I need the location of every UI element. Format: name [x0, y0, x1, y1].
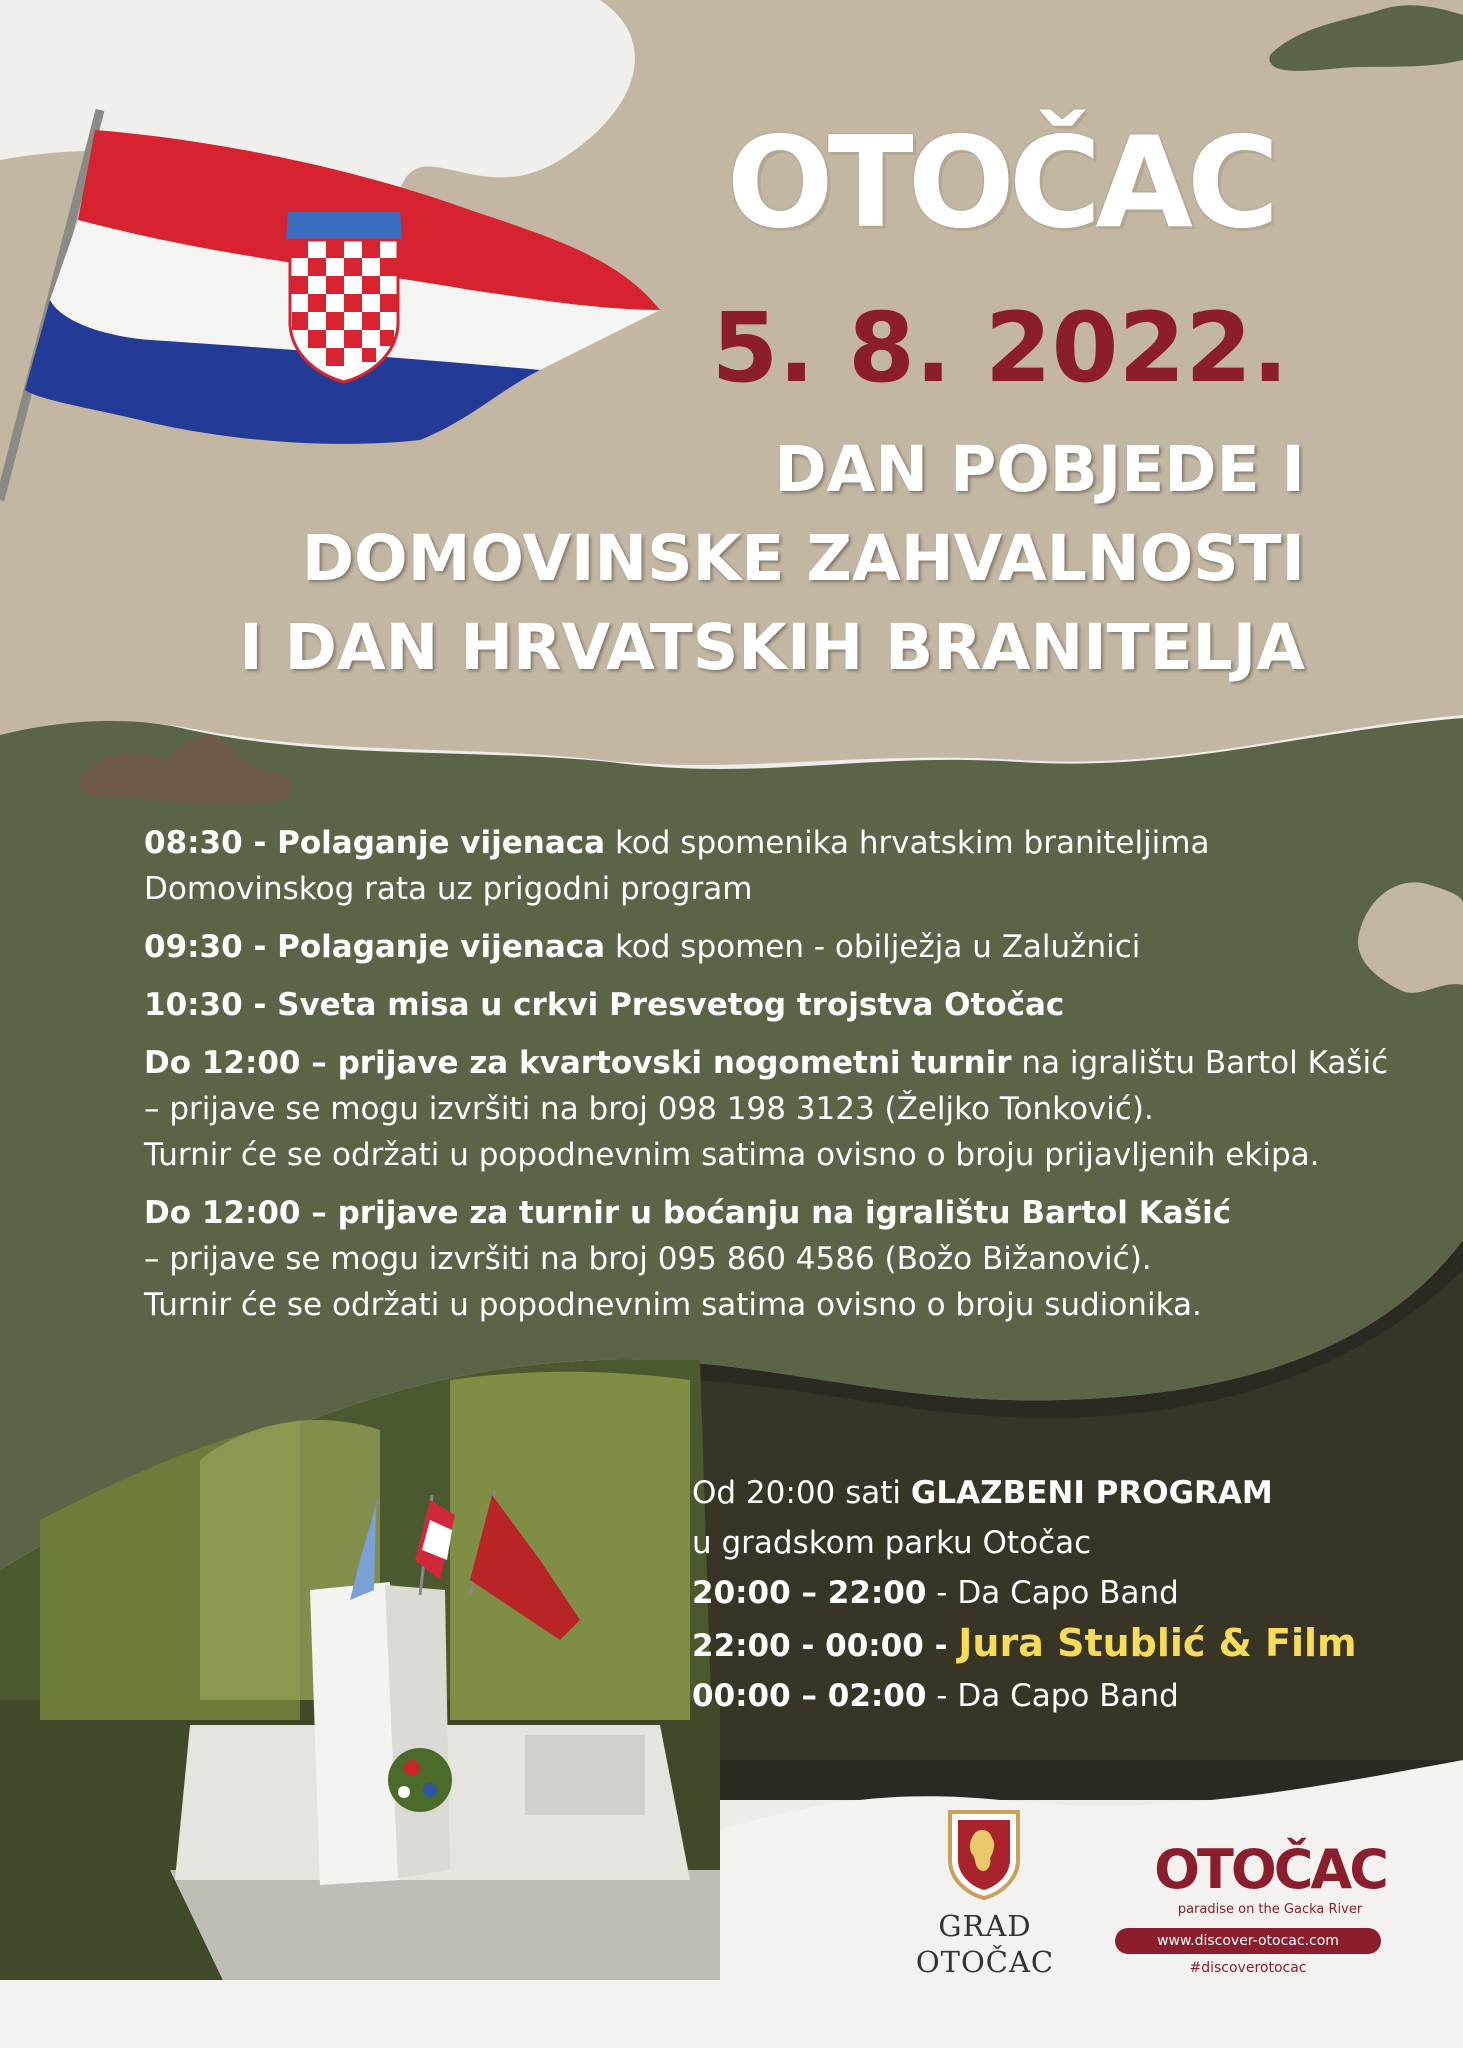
- music-slot-time: 22:00 - 00:00: [692, 1628, 924, 1664]
- schedule-item-text: kod spomenika hrvatskim braniteljima: [605, 825, 1210, 861]
- schedule-item-text: kod spomen - obilježja u Zalužnici: [605, 929, 1141, 965]
- music-slot: 20:00 – 22:00 - Da Capo Band: [692, 1575, 1179, 1611]
- grad-otocac-crest-icon: [920, 1808, 1048, 1900]
- music-slot-act: Da Capo Band: [957, 1678, 1179, 1714]
- schedule-item-continuation: – prijave se mogu izvršiti na broj 095 860 4586 (Božo Bižanović).: [144, 1241, 1152, 1277]
- music-slot-act: Da Capo Band: [957, 1575, 1179, 1611]
- event-date: 5. 8. 2022.: [711, 292, 1289, 404]
- schedule-item-title: 08:30 - Polaganje vijenaca: [144, 825, 606, 861]
- logo-tagline: paradise on the Gacka River: [1177, 1902, 1363, 1917]
- music-slot-time: 20:00 – 22:00: [692, 1575, 927, 1611]
- schedule-item: [144, 820, 1394, 912]
- hashtag: #discoverotocac: [1189, 1960, 1307, 1976]
- coat-of-arms-icon: [286, 212, 402, 382]
- schedule-item-title: Do 12:00 – prijave za turnir u boćanju na igralištu Bartol Kašić: [144, 1195, 1232, 1231]
- schedule-item: [144, 982, 1394, 1028]
- schedule-item: [144, 1040, 1394, 1178]
- music-slot-headliner: 22:00 - 00:00 - Jura Stublić & Film: [692, 1621, 1357, 1665]
- music-intro-prefix: Od 20:00 sati: [692, 1475, 911, 1511]
- headline-line: DAN POBJEDE I: [774, 433, 1305, 506]
- schedule-item: [144, 924, 1394, 970]
- schedule-item-continuation: Turnir će se održati u popodnevnim satima ovisno o broju prijavljenih ekipa.: [144, 1137, 1320, 1173]
- music-program: [692, 1468, 1412, 1721]
- music-location: u gradskom parku Otočac: [692, 1525, 1092, 1561]
- music-slot: 00:00 – 02:00 - Da Capo Band: [692, 1678, 1179, 1714]
- schedule-list: [144, 820, 1394, 1340]
- schedule-item-continuation: Domovinskog rata uz prigodni program: [144, 871, 753, 907]
- grad-otocac-wordmark: GRAD OTOČAC: [915, 1909, 1055, 1979]
- music-slot-time: 00:00 – 02:00: [692, 1678, 927, 1714]
- schedule-item-continuation: Turnir će se održati u popodnevnim satima ovisno o broju sudionika.: [144, 1287, 1202, 1323]
- discover-otocac-logo: OTOČAC: [1154, 1838, 1386, 1901]
- schedule-item-continuation: – prijave se mogu izvršiti na broj 098 198 3123 (Željko Tonković).: [144, 1091, 1154, 1127]
- headline-line: DOMOVINSKE ZAHVALNOSTI: [301, 522, 1305, 595]
- schedule-item: [144, 1190, 1394, 1328]
- schedule-item-text: na igralištu Bartol Kašić: [1011, 1045, 1389, 1081]
- schedule-item-title: Do 12:00 – prijave za kvartovski nogometni turnir: [144, 1045, 1012, 1081]
- music-slot-act: Jura Stublić & Film: [958, 1621, 1357, 1665]
- event-headline: [80, 425, 1305, 692]
- headline-line: I DAN HRVATSKIH BRANITELJA: [239, 611, 1305, 684]
- music-intro-title: GLAZBENI PROGRAM: [910, 1475, 1273, 1511]
- schedule-item-title: 10:30 - Sveta misa u crkvi Presvetog trojstva Otočac: [144, 987, 1065, 1023]
- website-link[interactable]: www.discover-otocac.com: [1115, 1928, 1381, 1954]
- schedule-item-title: 09:30 - Polaganje vijenaca: [144, 929, 606, 965]
- brand-title: OTOČAC: [726, 109, 1274, 256]
